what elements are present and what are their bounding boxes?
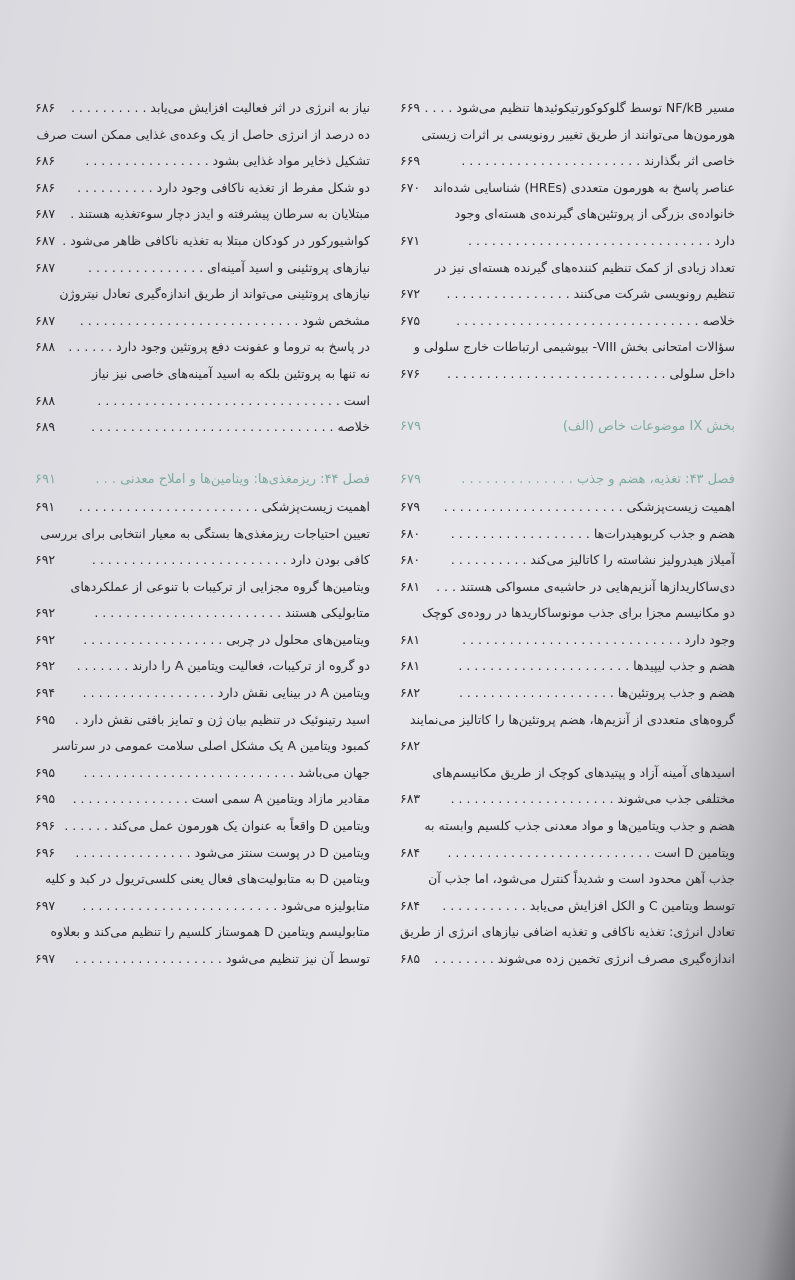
toc-entry-text: وجود دارد . . . . . . . . . . . . . . . . . . . . . . . . . . . .	[462, 631, 735, 647]
toc-entry	[35, 308, 370, 335]
page-number: ۶۸۸	[35, 339, 56, 355]
toc-entry	[400, 707, 735, 734]
toc-entry-text: خانواده‌ی بزرگی از پروتئین‌های گیرنده‌ی هسته‌ای وجود	[454, 206, 735, 222]
toc-entry-text: ویتامین D واقعاً به عنوان یک هورمون عمل می‌کند . . . . . .	[64, 818, 370, 834]
page-number: ۶۹۵	[35, 791, 56, 807]
page-number: ۶۸۴	[400, 844, 421, 860]
toc-entry-text: تعداد زیادی از کمک تنظیم کننده‌های گیرنده هسته‌ای نیز در	[434, 259, 735, 275]
page-number: ۶۷۹	[400, 472, 421, 488]
toc-entry-text: گروه‌های متعددی از آنزیم‌ها، هضم پروتئین‌ها را کاتالیز می‌نمایند	[410, 711, 735, 727]
toc-entry-text: خلاصه . . . . . . . . . . . . . . . . . . . . . . . . . . . . . . .	[91, 419, 370, 435]
toc-entry-text: متابولیسم ویتامین D هموستاز کلسیم را تنظیم می‌کند و بعلاوه	[50, 924, 370, 940]
toc-entry	[400, 148, 735, 175]
toc-entry-text: داخل سلولی . . . . . . . . . . . . . . . . . . . . . . . . . . . .	[446, 365, 735, 381]
page-number: ۶۸۶	[35, 179, 56, 195]
toc-right-column	[400, 95, 735, 973]
toc-entry-text: خاصی اثر بگذارند . . . . . . . . . . . . . . . . . . . . . . .	[461, 153, 735, 169]
toc-entry-text: ویتامین A در بینایی نقش دارد . . . . . . . . . . . . . . . . .	[82, 685, 370, 701]
toc-entry-text: دی‌ساکاریدازها آنزیم‌هایی در حاشیه‌ی مسواکی هستند . . .	[436, 578, 735, 594]
toc-entry-text: کمبود ویتامین A یک مشکل اصلی سلامت عمومی در سرتاسر	[53, 738, 370, 754]
toc-entry	[400, 95, 735, 122]
page-number: ۶۶۹	[400, 100, 421, 115]
toc-entry	[400, 494, 735, 521]
toc-entry-text: در پاسخ به تروما و عفونت دفع پروتئین وجود دارد . . . . . .	[68, 339, 370, 355]
toc-entry-text: هورمون‌ها می‌توانند از طریق تغییر رونویسی بر اثرات زیستی	[421, 126, 735, 142]
page-number: ۶۹۲	[35, 631, 56, 647]
page-number: ۶۹۴	[35, 685, 56, 701]
page-number: ۶۸۷	[35, 259, 56, 275]
toc-entry	[35, 494, 370, 521]
toc-entry	[400, 521, 735, 548]
page-number: ۶۸۷	[35, 232, 56, 248]
toc-entry-text: هضم و جذب ویتامین‌ها و مواد معدنی جذب کلسیم وابسته به	[424, 818, 735, 834]
toc-entry-text: جهان می‌باشد . . . . . . . . . . . . . . . . . . . . . . . . . . .	[83, 764, 370, 780]
page-number: ۶۸۶	[35, 100, 56, 115]
toc-entry	[400, 786, 735, 813]
toc-entry	[400, 281, 735, 308]
toc-entry-text: ویتامین‌های محلول در چربی . . . . . . . . . . . . . . . . . .	[83, 631, 370, 647]
page-number: ۶۹۵	[35, 764, 56, 780]
page-number: ۶۸۰	[400, 525, 421, 541]
page-number: ۶۹۱	[35, 498, 56, 514]
page-number: ۶۸۱	[400, 658, 421, 674]
page-number: ۶۸۳	[400, 791, 421, 807]
toc-entry-text: متابولیکی هستند . . . . . . . . . . . . . . . . . . . . . . . .	[94, 605, 370, 621]
toc-entry	[35, 148, 370, 175]
toc-entry	[35, 760, 370, 787]
toc-entry	[35, 95, 370, 122]
toc-entry	[35, 919, 370, 946]
toc-entry-text: آمیلاز هیدرولیز نشاسته را کاتالیز می‌کند . . . . . . . . . .	[450, 552, 735, 568]
toc-entry	[400, 334, 735, 361]
toc-entry	[400, 653, 735, 680]
page-number: ۶۸۲	[400, 685, 421, 701]
spacer	[35, 441, 370, 468]
toc-entry-text: دو مکانیسم مجزا برای جذب مونوساکاریدها در روده‌ی کوچک	[422, 605, 735, 621]
toc-entry-text: ویتامین D است . . . . . . . . . . . . . . . . . . . . . . . . . .	[447, 844, 735, 860]
toc-entry	[35, 786, 370, 813]
toc-entry	[400, 175, 735, 202]
page-number: ۶۹۶	[35, 844, 56, 860]
toc-entry-text: دو گروه از ترکیبات، فعالیت ویتامین A را دارند . . . . . . .	[76, 658, 370, 674]
toc-entry-text: هضم و جذب لیپیدها . . . . . . . . . . . . . . . . . . . . . .	[458, 658, 735, 674]
toc-entry	[400, 760, 735, 787]
toc-entry-text: دو شکل مفرط از تغذیه ناکافی وجود دارد . . . . . . . . . .	[77, 179, 370, 195]
toc-entry-text: اسیدهای آمینه آزاد و پپتیدهای کوچک از طریق مکانیسم‌های	[432, 764, 735, 780]
toc-entry	[35, 521, 370, 548]
toc-entry-text: اندازه‌گیری مصرف انرژی تخمین زده می‌شوند . . . . . . . .	[434, 951, 735, 966]
toc-entry-text: مبتلایان به سرطان پیشرفته و ایدز دچار سوءتغذیه هستند .	[70, 206, 370, 222]
toc-entry	[400, 547, 735, 574]
toc-entry	[35, 361, 370, 388]
page-number: ۶۷۲	[400, 286, 421, 302]
toc-entry-text: نیاز به انرژی در اثر فعالیت افزایش می‌یابد . . . . . . . . . .	[70, 100, 370, 115]
toc-entry	[400, 680, 735, 707]
page-number: ۶۶۹	[400, 153, 421, 169]
toc-entry	[35, 255, 370, 282]
toc-entry	[400, 866, 735, 893]
page-number: ۶۷۰	[400, 179, 421, 195]
page-number: ۶۷۵	[400, 312, 421, 328]
toc-entry	[35, 893, 370, 920]
toc-entry	[35, 228, 370, 255]
toc-entry	[400, 893, 735, 920]
toc-entry-text: توسط ویتامین C و الکل افزایش می‌یابد . . . . . . . . . . .	[442, 897, 735, 913]
page-number: ۶۷۹	[400, 419, 421, 435]
page-number: ۶۹۷	[35, 951, 56, 966]
toc-entry-text: خلاصه . . . . . . . . . . . . . . . . . . . . . . . . . . . . . . .	[456, 312, 735, 328]
toc-entry	[35, 840, 370, 867]
page-number: ۶۸۲	[400, 738, 421, 754]
toc-entry-text: نیازهای پروتئینی و اسید آمینه‌ای . . . . . . . . . . . . . . .	[88, 259, 370, 275]
toc-entry-text: جذب آهن محدود است و شدیداً کنترل می‌شود، اما جذب آن	[428, 871, 735, 887]
toc-entry	[400, 627, 735, 654]
page-number: ۶۹۲	[35, 605, 56, 621]
toc-entry	[35, 733, 370, 760]
page-number: ۶۹۵	[35, 711, 56, 727]
page-number: ۶۸۷	[35, 206, 56, 222]
toc-entry	[35, 707, 370, 734]
toc-entry-text: اهمیت زیست‌پزشکی . . . . . . . . . . . . . . . . . . . . . . .	[443, 498, 735, 514]
toc-entry-text: اهمیت زیست‌پزشکی . . . . . . . . . . . . . . . . . . . . . . .	[78, 498, 370, 514]
page-number: ۶۸۹	[35, 419, 56, 435]
page-number: ۶۹۲	[35, 552, 56, 568]
section-heading	[35, 467, 370, 494]
toc-entry	[400, 840, 735, 867]
toc-entry	[35, 201, 370, 228]
toc-entry-text: سؤالات امتحانی بخش VIII- بیوشیمی ارتباطات خارج سلولی و	[413, 339, 735, 355]
page-number: ۶۸۵	[400, 951, 421, 966]
section-heading	[400, 414, 735, 441]
toc-entry-text: تشکیل ذخایر مواد غذایی بشود . . . . . . . . . . . . . . . .	[85, 153, 370, 169]
page-number: ۶۸۸	[35, 392, 56, 408]
toc-entry	[400, 600, 735, 627]
toc-entry	[400, 813, 735, 840]
toc-entry-text: کواشیورکور در کودکان مبتلا به تغذیه ناکافی ظاهر می‌شود .	[62, 232, 370, 248]
toc-entry	[35, 653, 370, 680]
toc-entry	[35, 813, 370, 840]
toc-entry-text: تنظیم رونویسی شرکت می‌کنند . . . . . . . . . . . . . . . .	[446, 286, 735, 302]
toc-entry	[35, 574, 370, 601]
spacer	[400, 441, 735, 468]
toc-entry	[35, 388, 370, 415]
toc-entry-text: بخش IX موضوعات خاص (الف)	[562, 419, 735, 435]
toc-entry	[400, 946, 735, 973]
page-number: ۶۹۲	[35, 658, 56, 674]
toc-entry-text: توسط آن نیز تنظیم می‌شود . . . . . . . . . . . . . . . . . . .	[74, 951, 370, 966]
toc-entry	[35, 334, 370, 361]
toc-entry-text: کافی بودن دارد . . . . . . . . . . . . . . . . . . . . . . . . .	[91, 552, 370, 568]
page-number: ۶۹۶	[35, 818, 56, 834]
page-number: ۶۹۱	[35, 472, 56, 488]
page-number: ۶۷۱	[400, 232, 421, 248]
toc-entry-text: دارد . . . . . . . . . . . . . . . . . . . . . . . . . . . . . . .	[468, 232, 735, 248]
toc-entry	[35, 281, 370, 308]
toc-entry-text: فصل ۴۳: تغذیه، هضم و جذب . . . . . . . . . . . . . .	[461, 472, 735, 488]
toc-entry	[400, 733, 735, 760]
page-number: ۶۸۷	[35, 312, 56, 328]
toc-entry-text: تعادل انرژی: تغذیه ناکافی و تغذیه اضافی نیازهای انرژی از طریق	[400, 924, 735, 940]
page-number: ۶۸۶	[35, 153, 56, 169]
toc-entry-text: مقادیر مازاد ویتامین A سمی است . . . . . . . . . . . . . . .	[72, 791, 370, 807]
toc-entry	[400, 228, 735, 255]
toc-entry	[35, 414, 370, 441]
toc-entry-text: عناصر پاسخ به هورمون متعددی (HREs) شناسایی شده‌اند	[433, 179, 735, 195]
page-number: ۶۸۴	[400, 897, 421, 913]
toc-entry	[400, 122, 735, 149]
page-number: ۶۹۷	[35, 897, 56, 913]
toc-entry	[35, 680, 370, 707]
section-heading	[400, 467, 735, 494]
toc-entry	[400, 201, 735, 228]
page-number: ۶۸۱	[400, 578, 421, 594]
toc-entry-text: مسیر NF/kB توسط گلوکوکورتیکوئیدها تنظیم می‌شود . . . .	[424, 100, 735, 115]
toc-entry-text: ویتامین‌ها گروه مجزایی از ترکیبات با تنوعی از عملکردهای	[70, 578, 370, 594]
toc-entry-text: ویتامین D در پوست سنتز می‌شود . . . . . . . . . . . . . . .	[75, 844, 370, 860]
toc-entry-text: است . . . . . . . . . . . . . . . . . . . . . . . . . . . . . . .	[97, 392, 370, 408]
page-number: ۶۷۶	[400, 365, 421, 381]
toc-entry-text: هضم و جذب کربوهیدرات‌ها . . . . . . . . . . . . . . . . . .	[450, 525, 735, 541]
toc-entry-text: نه تنها به پروتئین بلکه به اسید آمینه‌های خاصی نیز نیاز	[92, 365, 370, 381]
toc-entry	[400, 574, 735, 601]
page-number: ۶۸۱	[400, 631, 421, 647]
toc-entry-text: هضم و جذب پروتئین‌ها . . . . . . . . . . . . . . . . . . . .	[458, 685, 735, 701]
toc-entry-text: مشخص شود . . . . . . . . . . . . . . . . . . . . . . . . . . . .	[79, 312, 370, 328]
toc-entry-text: ویتامین D به متابولیت‌های فعال یعنی کلسی‌تریول در کبد و کلیه	[44, 871, 370, 887]
toc-left-column	[35, 95, 370, 973]
page-number: ۶۷۹	[400, 498, 421, 514]
toc-entry	[35, 175, 370, 202]
toc-entry	[35, 946, 370, 973]
toc-entry	[35, 547, 370, 574]
toc-entry-text: اسید رتینوئیک در تنظیم بیان ژن و تمایز بافتی نقش دارد .	[74, 711, 370, 727]
toc-entry-text: مختلفی جذب می‌شوند . . . . . . . . . . . . . . . . . . . . .	[450, 791, 735, 807]
toc-entry	[35, 122, 370, 149]
toc-entry-text: متابولیزه می‌شود . . . . . . . . . . . . . . . . . . . . . . . . .	[82, 897, 370, 913]
toc-entry-text: ده درصد از انرژی حاصل از یک وعده‌ی غذایی ممکن است صرف	[36, 126, 370, 142]
toc-entry	[400, 919, 735, 946]
toc-entry	[35, 866, 370, 893]
toc-entry-text: فصل ۴۴: ریزمغذی‌ها: ویتامین‌ها و املاح معدنی . . .	[95, 472, 370, 488]
toc-entry-text: تعیین احتیاجات ریزمغذی‌ها بستگی به معیار انتخابی برای بررسی	[40, 525, 370, 541]
toc-entry	[400, 255, 735, 282]
toc-entry	[400, 308, 735, 335]
toc-entry-text: نیازهای پروتئینی می‌تواند از طریق اندازه‌گیری تعادل نیتروژن	[59, 286, 370, 302]
toc-entry	[35, 600, 370, 627]
toc-entry	[400, 361, 735, 388]
page-number: ۶۸۰	[400, 552, 421, 568]
toc-entry	[35, 627, 370, 654]
spacer	[400, 388, 735, 415]
